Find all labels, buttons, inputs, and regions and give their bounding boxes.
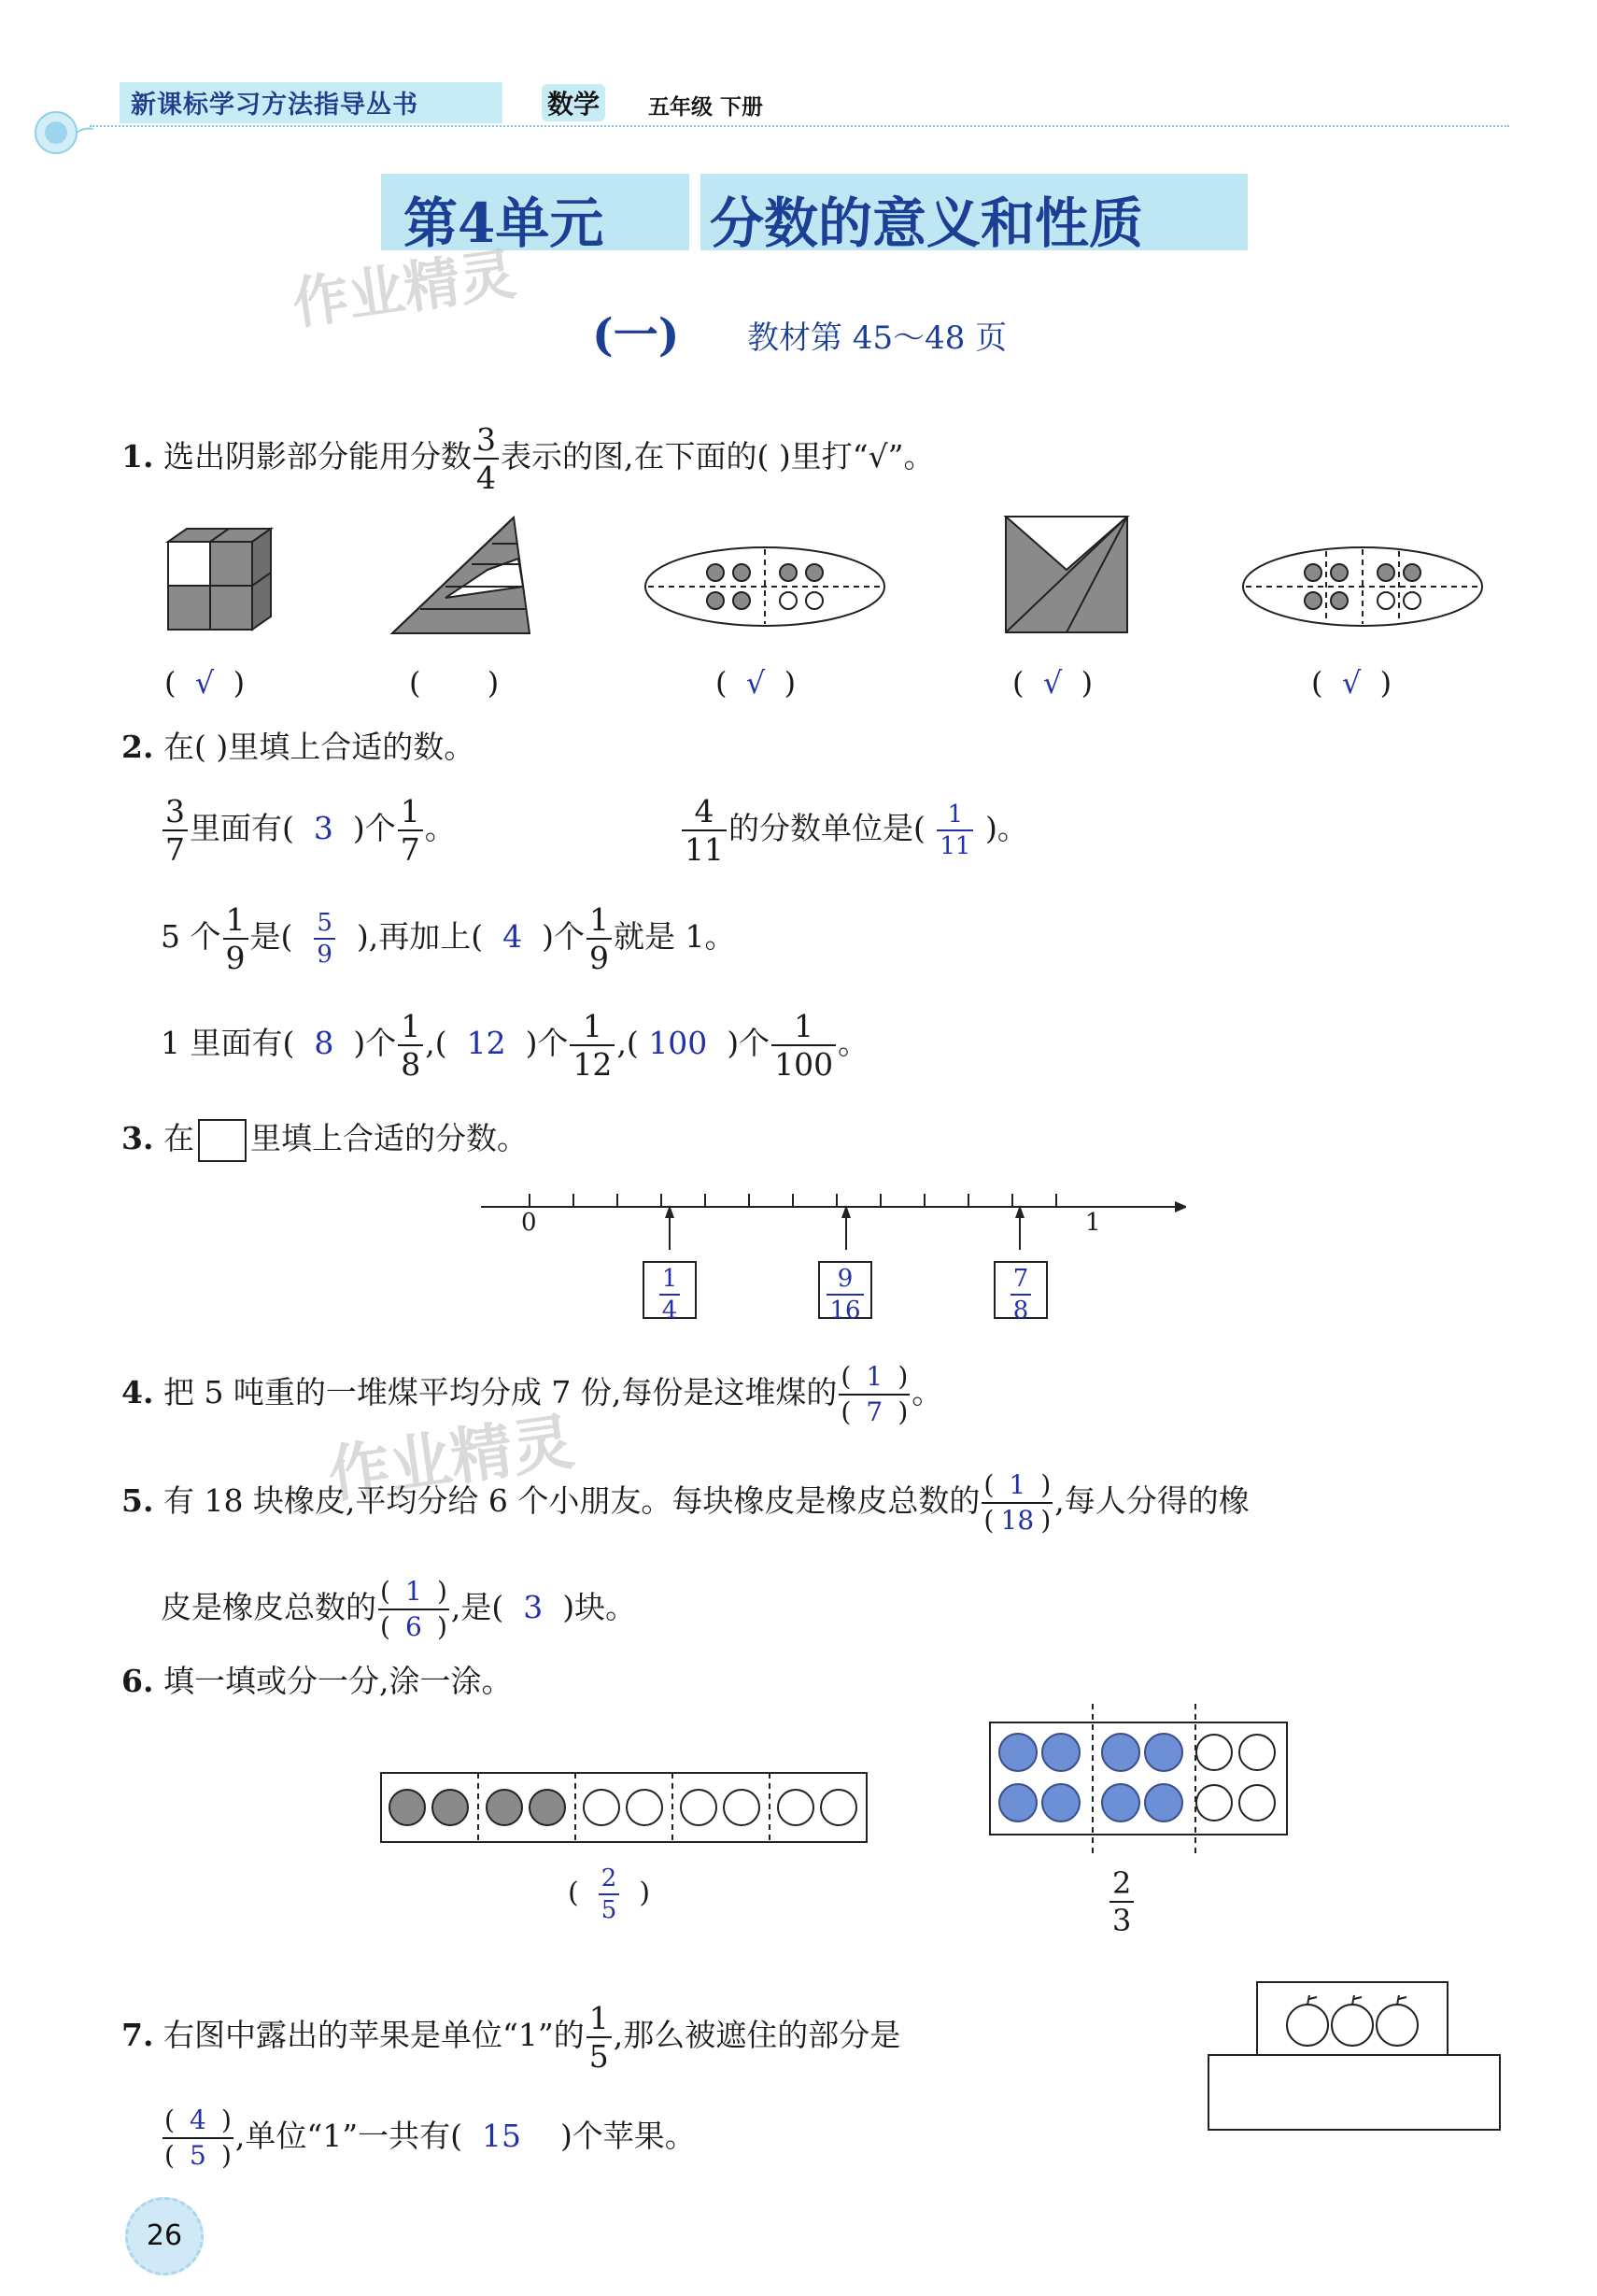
q5-line1: 5. 有 18 块橡皮,平均分给 6 个小朋友。每块橡皮是橡皮总数的 $\frac{( 1 )}{( 18 )}$ ,每人分得的橡 (121, 1469, 1250, 1536)
q1-fraction: $\frac{3}{4}$ (473, 424, 499, 493)
header-series: 新课标学习方法指导丛书 (131, 91, 418, 120)
q2-answer-3[interactable]: $\frac{5}{9}$ (314, 911, 335, 967)
q1-figure-cube (159, 523, 280, 640)
q6-label-right: $\frac{2}{3}$ (1108, 1868, 1136, 1935)
q2-prompt (121, 729, 474, 766)
q7-line1: 7. 右图中露出的苹果是单位“1”的 $\frac{1}{5}$ ,那么被遮住的部分是 (121, 2000, 901, 2075)
header-grade: 五年级 下册 (648, 95, 764, 120)
q2-prompt-text: 在( )里填上合适的数。 (163, 729, 475, 765)
q1-text-b: 表示的图,在下面的( (500, 438, 770, 475)
q3-answer-box-2[interactable]: $\frac{9}{16}$ (818, 1261, 872, 1319)
q7-line2: $\frac{( 4 )}{( 5 )}$ ,单位“1”一共有( 15 )个苹果。 (164, 2105, 696, 2171)
q6-circle-grid (986, 1700, 1294, 1859)
q4-number: 4. (121, 1374, 154, 1410)
unit-title: 分数的意义和性质 (710, 191, 1144, 255)
q3-blank-box (198, 1119, 247, 1162)
q5-line2: 皮是橡皮总数的 $\frac{( 1 )}{( 6 )}$ ,是( 3 )块。 (161, 1576, 637, 1642)
header-subject: 数学 (542, 84, 605, 121)
unit-number: 第4单元 (403, 191, 604, 255)
q1-text-a: 选出阴影部分能用分数 (163, 438, 472, 475)
q1-answer-5[interactable]: ( √ ) (1311, 665, 1392, 701)
header-circle-decoration (28, 101, 93, 157)
page-number: 26 (125, 2197, 204, 2275)
q4-answer[interactable]: $\frac{( 1 )}{( 7 )}$ (841, 1361, 909, 1427)
q6-number: 6. (121, 1663, 154, 1699)
q1-number: 1. (121, 438, 154, 475)
q2-answer-4[interactable]: 4 (502, 918, 523, 955)
q1-figure-ellipse-1 (641, 540, 893, 633)
watermark-2: 作业精灵 (323, 1405, 578, 1511)
q2-answer-7[interactable]: 100 (648, 1025, 708, 1061)
q1-answer-4[interactable]: ( √ ) (1012, 665, 1094, 701)
q3-number-line (476, 1184, 1186, 1250)
header-divider (90, 125, 1509, 127)
section-pages: 教材第 45～48 页 (747, 319, 1008, 357)
q1-figure-triangle (388, 512, 537, 638)
watermark: 作业精灵 (288, 241, 520, 338)
q5-answer-3[interactable]: 3 (523, 1589, 544, 1625)
q1-answer-1[interactable]: ( √ ) (164, 665, 246, 701)
q2-number: 2. (121, 729, 154, 765)
q2-line3: 1 里面有( 8 )个 $\frac{1}{8}$ ,( 12 )个 $\frac{1}{12}$ ,( 100 )个 $\frac{1}{100}$ 。 (161, 1008, 869, 1083)
q6-circle-strip (377, 1769, 872, 1848)
q3-number: 3. (121, 1120, 154, 1156)
q2-line1a: $\frac{3}{7}$ 里面有( 3 )个 $\frac{1}{7}$ 。 (161, 796, 456, 865)
q1-figure-square (1001, 512, 1132, 638)
section-label: (一) (592, 309, 680, 361)
q1-prompt (121, 421, 935, 496)
q4-prompt: 4. 把 5 吨重的一堆煤平均分成 7 份,每份是这堆煤的 $\frac{( 1 )}{( 7 )}$ 。 (121, 1361, 943, 1427)
q2-line2: 5 个 $\frac{1}{9}$ 是( $\frac{5}{9}$ ),再加上( 4 )个 $\frac{1}{9}$ 就是 1。 (161, 901, 736, 976)
q5-answer-1[interactable]: $\frac{( 1 )}{( 18 )}$ (983, 1469, 1052, 1536)
q7-answer-2[interactable]: 15 (481, 2118, 521, 2154)
q7-answer-1[interactable]: $\frac{( 4 )}{( 5 )}$ (164, 2105, 232, 2171)
q3-answer-box-3[interactable]: $\frac{7}{8}$ (994, 1261, 1048, 1319)
q5-answer-2[interactable]: $\frac{( 1 )}{( 6 )}$ (380, 1576, 447, 1642)
q6-answer-left[interactable]: ( $\frac{2}{5}$ ) (568, 1864, 651, 1924)
q1-answer-3[interactable]: ( √ ) (715, 665, 797, 701)
q3-tick-0: 0 (521, 1209, 537, 1237)
q1-text-c: )里打“√”。 (769, 438, 935, 475)
q5-number: 5. (121, 1482, 154, 1519)
q1-answer-2[interactable]: ( ) (409, 665, 500, 701)
q3-prompt: 3. 在 里填上合适的分数。 (121, 1119, 528, 1162)
q1-figure-ellipse-2 (1238, 540, 1491, 633)
q2-answer-1[interactable]: 3 (313, 810, 333, 846)
q2-line1b: $\frac{4}{11}$ 的分数单位是( $\frac{1}{11}$ )。 (680, 796, 1028, 865)
q2-answer-2[interactable]: $\frac{1}{11}$ (937, 802, 973, 858)
q2-answer-5[interactable]: 8 (314, 1025, 334, 1061)
q6-prompt: 6. 填一填或分一分,涂一涂。 (121, 1663, 513, 1699)
q2-answer-6[interactable]: 12 (466, 1025, 506, 1061)
q3-answer-box-1[interactable]: $\frac{1}{4}$ (643, 1261, 697, 1319)
q3-tick-1: 1 (1085, 1209, 1101, 1237)
q7-number: 7. (121, 2017, 154, 2053)
q7-apple-figure (1205, 1978, 1504, 2137)
